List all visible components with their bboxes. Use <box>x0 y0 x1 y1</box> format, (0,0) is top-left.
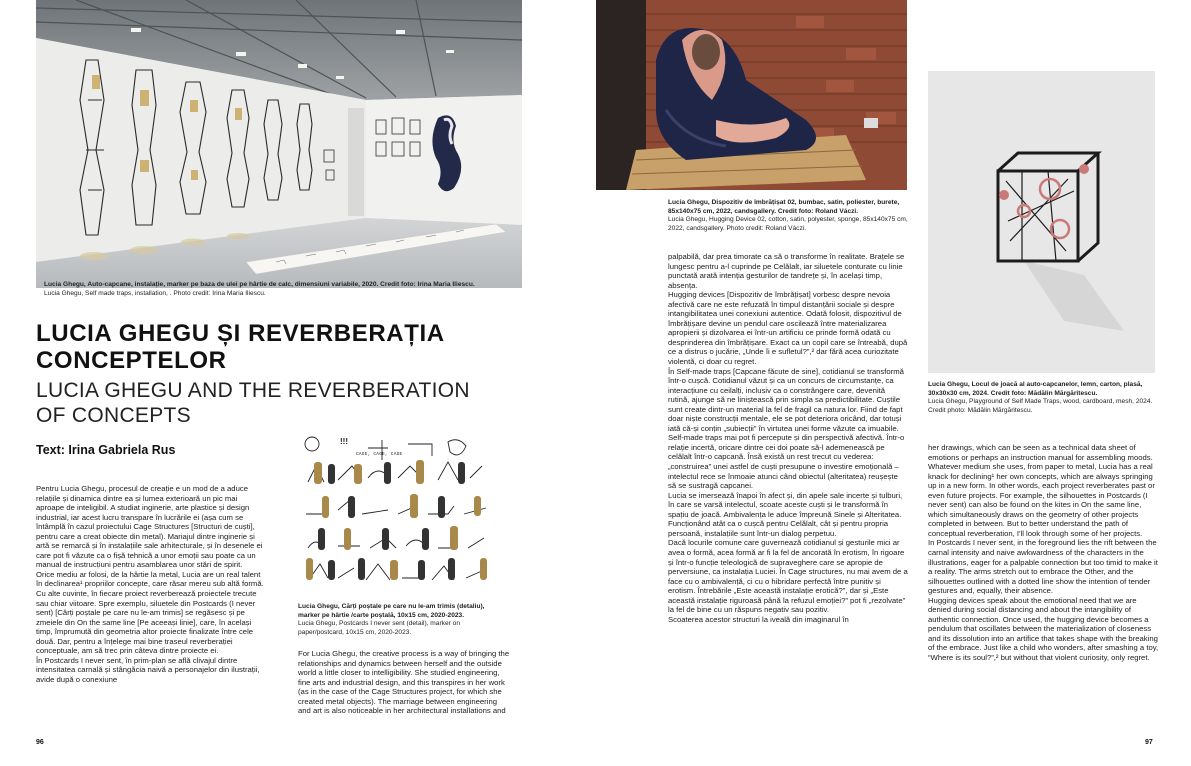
col3-paragraph: Dacă locurile comune care guvernează cotidianul și gesturile mici ar avea o formă, acea formă ar fi la fel de ancorată în erotism, în rigoare și într-o funcție teleologică de supraveghere care se apropie de perversiune, ca instalația Luciei. În Cage structures, nu mai avem de a face cu o ambivalență, ci cu o hibridare perfectă între punitiv și erotism. Întrebările „Este această instalație erotică?”, dar și „Este această instalație riguroasă până la refuzul emoției?” pot fi „rezolvate” la fel de bine cu un răspuns negativ sau pozitiv. <box>668 538 908 615</box>
page-number-left: 96 <box>36 739 44 746</box>
photo2-caption-ro: Lucia Ghegu, Dispozitiv de îmbrățișat 02, bumbac, satin, poliester, burete, 85x140x75 cm, 2022, candsgallery. Credit foto: Roland Váczi. <box>668 199 900 215</box>
photo3-caption-ro: Lucia Ghegu, Locul de joacă al auto-capcanelor, lemn, carton, plasă, 30x30x30 cm, 2024. Credit foto: Mădălin Mărgăritescu. <box>928 381 1143 397</box>
title-en-line2: OF CONCEPTS <box>36 404 191 427</box>
col4-paragraph: Whatever medium she uses, from paper to metal, Lucia has a real knack for declining¹ her own concepts, which are always springing up in a new form. In other words, each project reverberates past or even future projects. For example, the silhouettes in Postcards (I never sent) can also be found on the kites in On the same line, which simultaneously draws on the geometry of other projects completed in between. But to better understand the path of conceptual reverberation, I'll look through some of her projects. <box>928 462 1155 538</box>
page-number-right: 97 <box>1145 739 1153 746</box>
col3-paragraph: Lucia se imersează înapoi în afect și, din apele sale incerte și tulburi, în care se varsă intelectul, scoate aceste cuști și le transformă în spațiu de joacă. Ambivalența le aduce împreună Sinele și Alteritatea. Funcționând atât ca o cușcă pentru Celălalt, cât și pentru propria persoană, instalațiile sunt într-un dialog perpetuu. <box>668 490 903 538</box>
col3-paragraph: Self-made traps mai pot fi percepute și din perspectivă afectivă. Într-o relație incertă, oricare dintre cei doi poate să-l ademenească pe celălalt într-o capcană. Însă există un rest trecut cu vederea: „construirea” unei astfel de cuști presupune o investire emoțională – intelectul rece se înmoaie atunci când obiectul (alteritatea) reușește să se sustragă capcanei. <box>668 433 905 491</box>
text-column-2-en <box>298 649 510 716</box>
drawings-grid-image <box>298 430 496 594</box>
wire-cube-image <box>928 71 1155 373</box>
installation-hall-image <box>36 0 522 288</box>
hugging-device-image <box>596 0 907 190</box>
photo1-caption <box>44 281 484 298</box>
title-ro-line1: LUCIA GHEGU ȘI REVERBERAȚIA <box>36 320 445 347</box>
photo3-caption <box>928 381 1156 415</box>
drawing-text-marks: !!! <box>340 437 348 446</box>
article-title-en <box>36 378 496 428</box>
byline: Text: Irina Gabriela Rus <box>36 443 176 457</box>
photo-wire-cube <box>928 71 1155 373</box>
photo2-caption <box>668 199 910 233</box>
photo-installation-hall <box>36 0 522 288</box>
col4-paragraph: Hugging devices speak about the emotional need that we are denied during social distancing and about the intangibility of authentic connection. Once used, the hugging device becomes a pendulum that oscillates between the materialization of closeness and its dissolution into an artifice that takes shape with the breaking of the embrace. Just like a child who wonders, after smashing a toy, “Where is its soul?”,² but without that violent curiosity, only regret. <box>928 595 1159 663</box>
col1-paragraph: Orice mediu ar folosi, de la hârtie la metal, Lucia are un real talent în declinarea¹ propriilor concepte, care răsar mereu sub altă formă. Cu alte cuvinte, în fiecare proiect reverberează proiectele trecute sau chiar viitoare. Spre exemplu, siluetele din Postcards (I never sent) [Cărți poștale pe care nu le-am trimis] se regăsesc și pe zmeiele din On the same line [Pe aceeași linie], care, în același timp, împrumută din geometria altor proiecte finalizate între cele două. Dar, pentru a înțelege mai bine traseul reverberației conceptuale, am să trec prin câteva dintre proiecte ei. <box>36 569 264 656</box>
col3-paragraph: În Self-made traps [Capcane făcute de sine], cotidianul se transformă într-o cușcă. Cotidianul văzut și ca un concurs de circumstanțe, ca interacțiune cu ceilalți, inclusiv ca o constrângere care, devenită rutină, ajunge să ne liniștească prin simpla sa predictibilitate. Cuștile sunt create dintr-un material la fel de fragil ca natura lor. Fiind de fapt doar niște construcții mentale, ele se pot deteriora oricând, dar totuși iată că-și conțin „subiecții” în virtutea unei forme văzute ca imuabile. <box>668 366 904 433</box>
text-column-1-ro <box>36 484 264 684</box>
photo2-caption-en: Lucia Ghegu, Hugging Device 02, cotton, satin, polyester, sponge, 85x140x75 cm, 2022, candsgallery. Photo credit: Roland Váczi. <box>668 216 908 232</box>
drawings-caption <box>298 603 498 637</box>
drawing-text-label: CAGE, CAGE, CAGE <box>356 452 403 457</box>
text-column-3-ro <box>668 252 908 624</box>
title-en-line1: LUCIA GHEGU AND THE REVERBERATION <box>36 379 470 402</box>
photo-hugging-device <box>596 0 907 190</box>
col3-paragraph: Scoaterea acestor structuri la iveală din imaginarul în <box>668 614 849 624</box>
drawings-caption-en: Lucia Ghegu, Postcards I never sent (detail), marker on paper/postcard, 10x15 cm, 2020-2023. <box>298 620 460 636</box>
photo3-caption-en: Lucia Ghegu, Playground of Self Made Traps, wood, cardboard, mesh, 2024. Credit photo: Mădălin Mărgăritescu. <box>928 398 1153 414</box>
text-column-4-en <box>928 443 1160 663</box>
col2-paragraph: For Lucia Ghegu, the creative process is a way of bringing the relationships and dynamics between herself and the outside world a little closer to intelligibility. She studied engineering, fine arts and industrial design, and this transpires in her work (as in the case of the Cage Structures project, for which she created metal objects). The marriage between engineering and art is also noticeable in her architectural installations and <box>298 649 510 716</box>
col3-paragraph: palpabilă, dar prea timorate ca să o transforme în realitate. Brațele se lungesc pentru a-l cuprinde pe Celălalt, iar siluetele conturate cu linie punctată arată intenția gesturilor de tandrețe și, în același timp, absența. <box>668 252 905 290</box>
col3-paragraph: Hugging devices [Dispozitiv de îmbrățișat] vorbesc despre nevoia afectivă care ne este refuzată în timpul distanțării sociale și despre intangibilitatea unei conexiuni autentice. Odată folosit, dispozitivul de îmbrățișare devine un pendul care oscilează între materializarea apropierii și dizolvarea ei într-un artificiu ce prinde formă odată cu desprinderea din îmbrățișare. Exact ca un copil care se întreabă, după ce a distrus o jucărie, „Unde îi e sufletul?”,² dar fără acea curiozitate violentă, ci doar cu regret. <box>668 290 908 367</box>
col1-paragraph: În Postcards I never sent, în prim-plan se află clivajul dintre intensitatea carnală și stângăcia naivă a personajelor din ilustrații, avide după o conexiune <box>36 655 260 684</box>
article-title-ro <box>36 320 496 374</box>
col1-paragraph: Pentru Lucia Ghegu, procesul de creație e un mod de a aduce relațiile și dinamica dintre ea și lumea exterioară un pic mai aproape de inteligibil. A studiat inginerie, arte plastice și design industrial, iar acest lucru transpare în lucrările ei (așa cum se întâmplă în cazul proiectului Cage Structures [Structuri de cuști], pentru care a creat obiecte din metal). Mariajul dintre inginerie și artă se remarcă și în instalațiile sale arhitecturale, și în desenele ei care pot fi văzute ca o fișă tehnică a unor emoții sau poate ca un manual de instrucțiuni pentru asamblarea unor stări de spirit. <box>36 484 263 570</box>
photo1-caption-ro: Lucia Ghegu, Auto-capcane, instalație, marker pe baza de ulei pe hârtie de calc, dimensiuni variabile, 2020. Credit foto: Irina Maria Iliescu. <box>44 281 475 288</box>
drawings-caption-ro: Lucia Ghegu, Cărți poștale pe care nu le-am trimis (detaliu), marker pe hârtie /carte poștală, 10x15 cm, 2020-2023. <box>298 603 485 619</box>
photo1-caption-en: Lucia Ghegu, Self made traps, installation, . Photo credit: Irina Maria Iliescu. <box>44 289 266 297</box>
col4-paragraph: her drawings, which can be seen as a technical data sheet of emotions or perhaps an instruction manual for assembling moods. <box>928 443 1153 462</box>
col4-paragraph: In Postcards I never sent, in the foreground lies the rift between the carnal intensity and naive awkwardness of the characters in the illustrations, eager for a palpable connection but too timid to make it a reality. The arms stretch out to embrace the Other, and the silhouettes outlined with a dotted line show the intention of tender gestures and, equally, their absence. <box>928 538 1158 596</box>
title-ro-line2: CONCEPTELOR <box>36 347 227 374</box>
